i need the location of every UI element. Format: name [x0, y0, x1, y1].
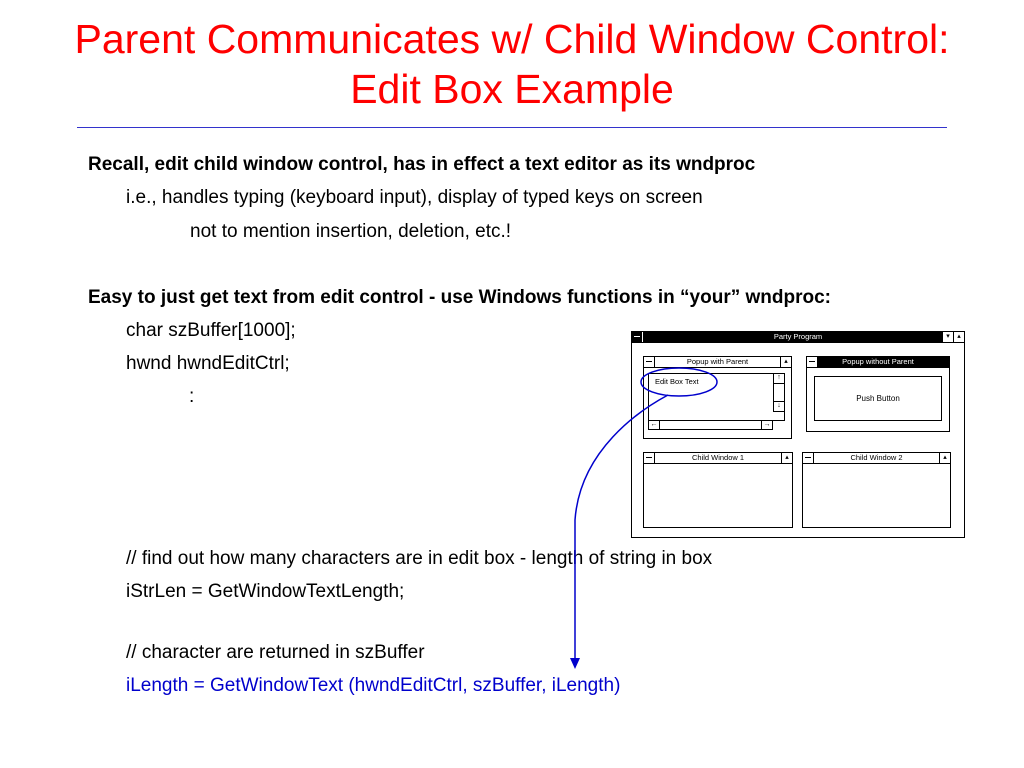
push-button[interactable]: Push Button: [814, 376, 942, 421]
code-getwindowtext: iLength = GetWindowText (hwndEditCtrl, szBuffer, iLength): [126, 675, 621, 696]
edit-box-highlight-ellipse: [641, 368, 717, 396]
edit-box-text: Edit Box Text: [655, 377, 699, 386]
code-strlen: iStrLen = GetWindowTextLength;: [126, 581, 405, 602]
arrow-head-icon: [570, 658, 580, 669]
maximize-icon[interactable]: ▴: [953, 332, 964, 342]
maximize-icon[interactable]: ▴: [781, 453, 792, 463]
child-window-1-title: Child Window 1: [691, 453, 745, 462]
scroll-up-icon[interactable]: ↑: [773, 373, 785, 384]
popup-with-parent-title: Popup with Parent: [686, 357, 749, 366]
scroll-down-icon[interactable]: ↓: [773, 401, 785, 412]
maximize-icon[interactable]: ▴: [780, 357, 791, 367]
minimize-icon[interactable]: ▾: [942, 332, 953, 342]
arrow-shaft: [575, 395, 668, 660]
maximize-icon[interactable]: ▴: [939, 453, 950, 463]
popup-without-parent-title: Popup without Parent: [842, 357, 914, 366]
sub-sub-bullet-insertion: not to mention insertion, deletion, etc.!: [190, 221, 512, 242]
bullet-easy: Easy to just get text from edit control - use Windows functions in “your” wndproc:: [88, 287, 831, 308]
code-ellipsis: :: [189, 386, 195, 407]
title-line-1: Parent Communicates w/ Child Window Control:: [74, 16, 950, 62]
code-comment-buffer: // character are returned in szBuffer: [126, 642, 425, 663]
bullet-recall: Recall, edit child window control, has in effect a text editor as its wndproc: [88, 154, 756, 175]
code-hwnd: hwnd hwndEditCtrl;: [126, 353, 290, 374]
party-program-title: Party Program: [773, 332, 823, 341]
sub-bullet-handles: i.e., handles typing (keyboard input), display of typed keys on screen: [126, 187, 703, 208]
code-char: char szBuffer[1000];: [126, 320, 296, 341]
title-line-2: Edit Box Example: [350, 66, 674, 112]
scroll-right-icon[interactable]: →: [761, 420, 773, 430]
code-comment-length: // find out how many characters are in edit box - length of string in box: [126, 548, 713, 569]
scroll-left-icon[interactable]: ←: [648, 420, 660, 430]
child-window-2-title: Child Window 2: [850, 453, 903, 462]
